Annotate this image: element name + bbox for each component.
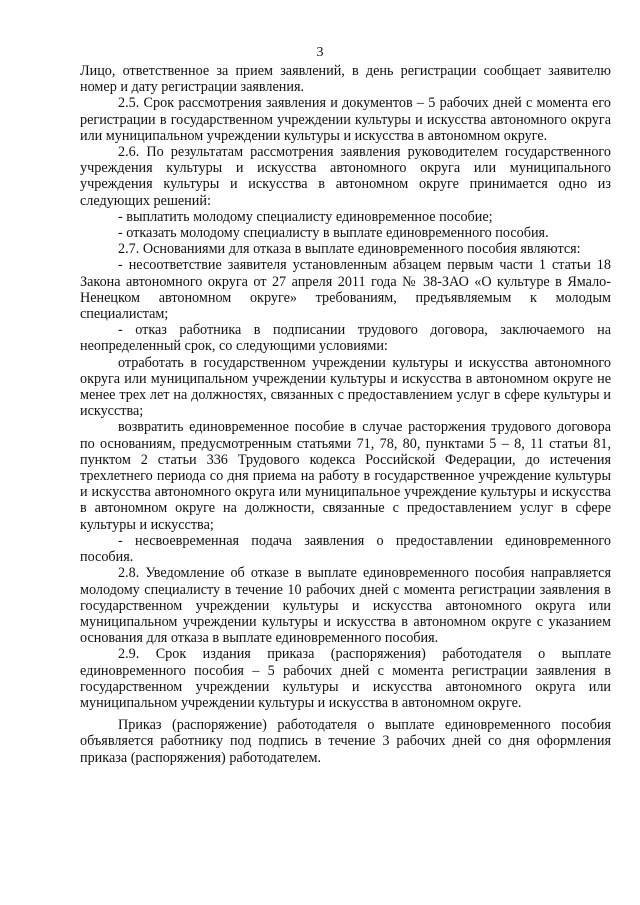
paragraph-2-6: 2.6. По результатам рассмотрения заявления руководителем государственного учреждения культуры и искусства автономного округа или муниципального учреждения культуры и искусства в автономном округе принимается одно из следующих решений: [80, 144, 611, 209]
condition-work-term: отработать в государственном учреждении культуры и искусства автономного округа или муниципальном учреждении культуры и искусства в автономном округе не менее трех лет на должностях, связанных с предоставлением услуг в сфере культуры и искусства; [80, 354, 611, 420]
list-item-decision-refuse: - отказать молодому специалисту в выплате единовременного пособия. [118, 225, 549, 242]
condition-refund: возвратить единовременное пособие в случае расторжения трудового договора по основаниям, предусмотренным статьями 71, 78, 80, пунктами 5 – 8, 11 статьи 81, пунктом 2 статьи 336 Трудового кодекса Российской Федерации, до истечения трехлетнего периода со дня приема на работу в государственное учреждение культуры и искусства автономного округа или муниципальное учреждение культуры и искусства в автономном округе на должности, связанные с предоставлением услуг в сфере культуры и искусства; [80, 419, 611, 533]
document-body [80, 63, 611, 766]
paragraph-2-5: 2.5. Срок рассмотрения заявления и документов – 5 рабочих дней с момента его регистрации в государственном учреждении культуры и искусства автономного округа или муниципальном учреждении культуры и искусства в автономном округе. [80, 95, 611, 144]
paragraph-2-7: 2.7. Основаниями для отказа в выплате единовременного пособия являются: [118, 241, 581, 258]
list-item-contract-refusal: - отказ работника в подписании трудового договора, заключаемого на неопределенный срок, со следующими условиями: [80, 322, 611, 355]
list-item-mismatch: - несоответствие заявителя установленным абзацем первым части 1 статьи 18 Закона автономного округа от 27 апреля 2011 года № 38-ЗАО «О культуре в Ямало-Ненецком автономном округе» требованиям, предъявляемым к молодым специалистам; [80, 257, 611, 323]
paragraph-order-announcement: Приказ (распоряжение) работодателя о выплате единовременного пособия объявляется работнику под подпись в течение 3 рабочих дней со дня оформления приказа (распоряжения) работодателем. [80, 717, 611, 766]
list-item-decision-pay: - выплатить молодому специалисту единовременное пособие; [118, 208, 493, 225]
page-number: 3 [316, 45, 324, 60]
paragraph-2-8: 2.8. Уведомление об отказе в выплате единовременного пособия направляется молодому специалисту в течение 10 рабочих дней с момента регистрации заявления в государственном учреждении культуры и искусства автономного округа или муниципальном учреждении культуры и искусства в автономном округе с указанием основания для отказа в выплате единовременного пособия. [80, 565, 611, 647]
paragraph-intro: Лицо, ответственное за прием заявлений, в день регистрации сообщает заявителю номер и дату регистрации заявления. [80, 63, 611, 96]
list-item-late-application: - несвоевременная подача заявления о предоставлении единовременного пособия. [80, 532, 611, 566]
paragraph-2-9: 2.9. Срок издания приказа (распоряжения) работодателя о выплате единовременного пособия – 5 рабочих дней с момента регистрации заявления в государственном учреждении культуры и искусства автономного округа или муниципальном учреждении культуры и искусства в автономном округе. [80, 646, 611, 711]
